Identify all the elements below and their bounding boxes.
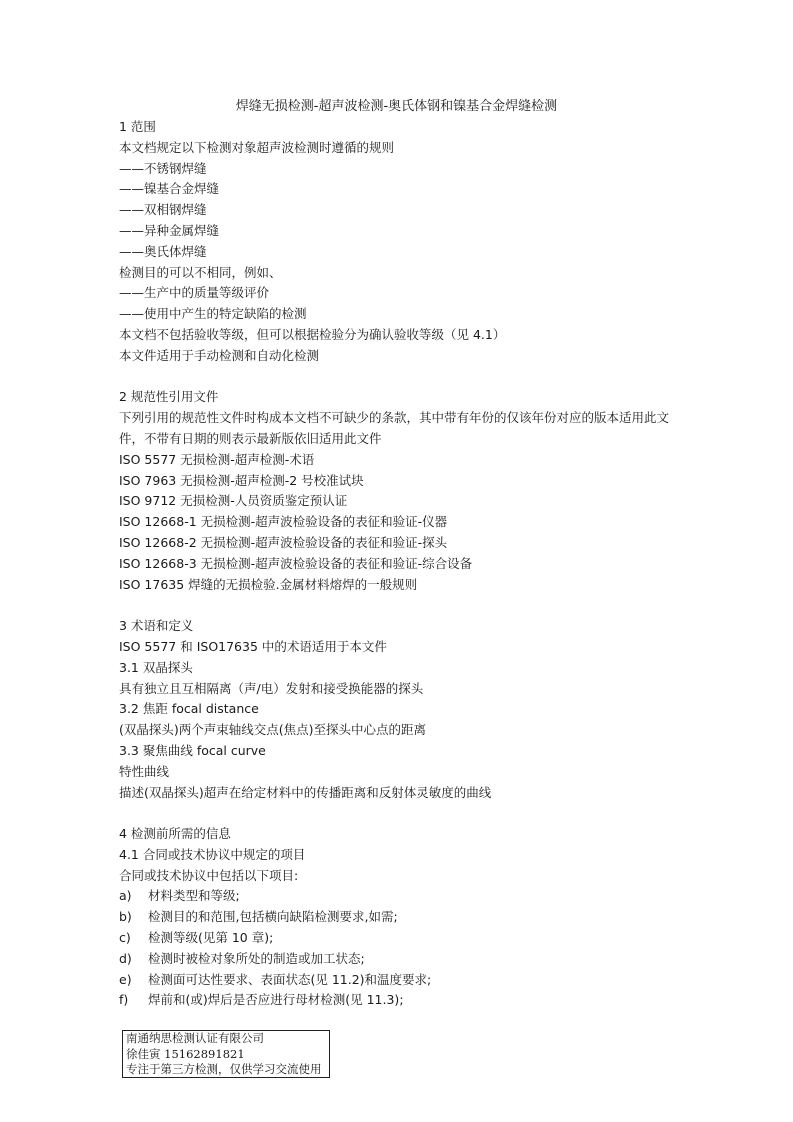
term-title: 3.1 双晶探头 [119, 659, 193, 675]
object-item: ——异种金属焊缝 [119, 222, 220, 238]
term-definition: (双晶探头)两个声束轴线交点(焦点)至探头中心点的距离 [119, 722, 427, 738]
list-item-text: 材料类型和等级; [148, 888, 240, 904]
list-item [119, 970, 679, 991]
reference-item: ISO 12668-2 无损检测-超声波检验设备的表征和验证-探头 [119, 534, 448, 550]
reference-item: ISO 12668-3 无损检测-超声波检验设备的表征和验证-综合设备 [119, 555, 473, 571]
stamp-contact: 徐佳寅 15162891821 [126, 1046, 245, 1061]
term-definition: 描述(双晶探头)超声在给定材料中的传播距离和反射体灵敏度的曲线 [119, 784, 492, 800]
list-item-text: 检测时被检对象所处的制造或加工状态; [148, 950, 365, 966]
list-item-text: 检测面可达性要求、表面状态(见 11.2)和温度要求; [148, 971, 432, 987]
term-definition: 具有独立且互相隔离（声/电）发射和接受换能器的探头 [119, 680, 424, 696]
list-item-label: c) [119, 930, 131, 946]
document-body [119, 117, 679, 1011]
list-item [119, 886, 679, 907]
object-item: ——镍基合金焊缝 [119, 181, 220, 197]
reference-item: ISO 7963 无损检测-超声检测-2 号校准试块 [119, 472, 364, 488]
purpose-item: ——使用中产生的特定缺陷的检测 [119, 306, 307, 322]
list-item-label: e) [119, 971, 132, 987]
contact-stamp-box [122, 1030, 330, 1078]
list-item-text: 检测目的和范围,包括横向缺陷检测要求,如需; [148, 909, 398, 925]
term-title: 3.3 聚焦曲线 focal curve [119, 742, 266, 758]
list-item-label: d) [119, 950, 132, 966]
section-2-heading: 2 规范性引用文件 [119, 389, 219, 405]
reference-item: ISO 17635 焊缝的无损检验.金属材料熔焊的一般规则 [119, 576, 418, 592]
section-4-intro: 合同或技术协议中包括以下项目: [119, 867, 299, 883]
document-title: 焊缝无损检测-超声波检测-奥氏体钢和镍基合金焊缝检测 [235, 99, 558, 114]
list-item [119, 907, 679, 928]
list-item-label: f) [119, 992, 129, 1008]
term-title: 3.2 焦距 focal distance [119, 701, 259, 717]
section-1-intro: 本文档规定以下检测对象超声波检测时遵循的规则 [119, 139, 395, 155]
section-3-intro: ISO 5577 和 ISO17635 中的术语适用于本文件 [119, 638, 387, 654]
section-4-subheading: 4.1 合同或技术协议中规定的项目 [119, 846, 306, 862]
list-item [119, 949, 679, 970]
section-3-heading: 3 术语和定义 [119, 618, 194, 634]
section-1-heading: 1 范围 [119, 119, 156, 134]
reference-item: ISO 5577 无损检测-超声检测-术语 [119, 451, 315, 467]
purpose-text: 检测目的可以不相同，例如、 [119, 264, 282, 280]
object-item: ——不锈钢焊缝 [119, 160, 207, 176]
list-item [119, 928, 679, 949]
list-item [119, 990, 679, 1011]
scope-note: 本文档不包括验收等级，但可以根据检验分为确认验收等级（见 4.1） [119, 326, 506, 342]
section-4-heading: 4 检测前所需的信息 [119, 826, 231, 842]
term-definition: 特性曲线 [119, 763, 170, 779]
purpose-item: ——生产中的质量等级评价 [119, 285, 270, 301]
stamp-note: 专注于第三方检测，仅供学习交流使用 [126, 1062, 322, 1076]
section-2-intro: 下列引用的规范性文件时构成本文档不可缺少的条款，其中带有年份的仅该年份对应的版本适用此文件，不带有日期的则表示最新版依旧适用此文件 [119, 410, 670, 446]
reference-item: ISO 12668-1 无损检测-超声波检验设备的表征和验证-仪器 [119, 514, 448, 530]
object-item: ——奥氏体焊缝 [119, 243, 207, 259]
object-item: ——双相钢焊缝 [119, 202, 207, 218]
reference-item: ISO 9712 无损检测-人员资质鉴定预认证 [119, 493, 348, 509]
list-item-text: 焊前和(或)焊后是否应进行母材检测(见 11.3); [148, 992, 404, 1008]
list-item-text: 检测等级(见第 10 章); [148, 930, 274, 946]
list-item-label: b) [119, 909, 132, 925]
scope-note: 本文件适用于手动检测和自动化检测 [119, 347, 320, 363]
stamp-company: 南通纳思检测认证有限公司 [126, 1031, 264, 1045]
list-item-label: a) [119, 888, 132, 904]
